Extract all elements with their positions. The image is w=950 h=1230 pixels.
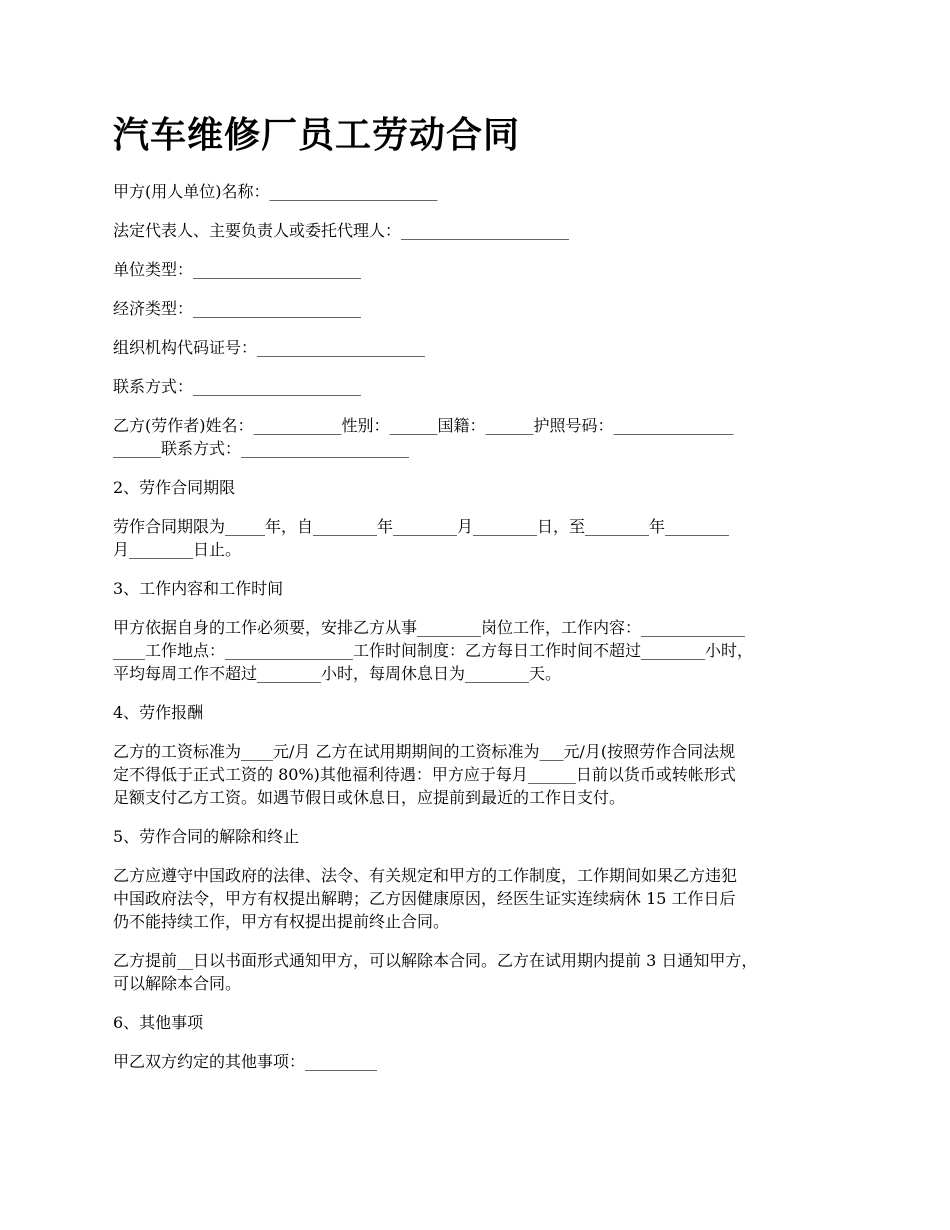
remuneration-paragraph: 乙方的工资标准为____元/月 乙方在试用期期间的工资标准为___元/月(按照劳作合同法规 定不得低于正式工资的 80%)其他福利待遇：甲方应于每月______日前以货币或转帐形式 足额支付乙方工资。如遇节假日或休息日，应提前到最近的工作日支付。 <box>113 742 736 807</box>
other-matters-paragraph: 甲乙双方约定的其他事项：_________ <box>113 1052 378 1071</box>
section-heading-termination: 5、劳作合同的解除和终止 <box>113 827 300 846</box>
termination-paragraph-2: 乙方提前__日以书面形式通知甲方，可以解除本合同。乙方在试用期内提前 3 日通知甲方， 可以解除本合同。 <box>113 951 758 993</box>
termination-paragraph-1: 乙方应遵守中国政府的法律、法令、有关规定和甲方的工作制度，工作期间如果乙方违犯 中国政府法令，甲方有权提出解聘；乙方因健康原因，经医生证实连续病休 15 工作日后 仍不能持续工作，甲方有权提出提前终止合同。 <box>113 866 738 931</box>
party-b-info-field: 乙方(劳作者)姓名：___________性别：______国籍：______护照号码：_______________ ______联系方式：_____________________ <box>113 416 734 458</box>
contract-term-paragraph: 劳作合同期限为_____年，自________年________月________日，至________年________ 月________日止。 <box>113 517 730 559</box>
section-heading-contract-term: 2、劳作合同期限 <box>113 478 236 497</box>
organization-code-field: 组织机构代码证号：_____________________ <box>113 338 426 357</box>
legal-representative-field: 法定代表人、主要负责人或委托代理人：_____________________ <box>113 221 570 240</box>
section-heading-work-content: 3、工作内容和工作时间 <box>113 579 284 598</box>
work-content-paragraph: 甲方依据自身的工作必须要，安排乙方从事________岗位工作，工作内容：_____________ ____工作地点：________________工作时间制度：乙方每日工作时间不超过________小时， 平均每周工作不超过________小时，每周休息日为________天。 <box>113 618 754 683</box>
document-page <box>113 112 858 1089</box>
unit-type-field: 单位类型：_____________________ <box>113 260 362 279</box>
document-title: 汽车维修厂员工劳动合同 <box>113 115 521 156</box>
party-a-name-field: 甲方(用人单位)名称：_____________________ <box>113 182 438 201</box>
section-heading-other-matters: 6、其他事项 <box>113 1013 204 1032</box>
section-heading-remuneration: 4、劳作报酬 <box>113 703 204 722</box>
economic-type-field: 经济类型：_____________________ <box>113 299 362 318</box>
party-a-contact-field: 联系方式：_____________________ <box>113 377 362 396</box>
